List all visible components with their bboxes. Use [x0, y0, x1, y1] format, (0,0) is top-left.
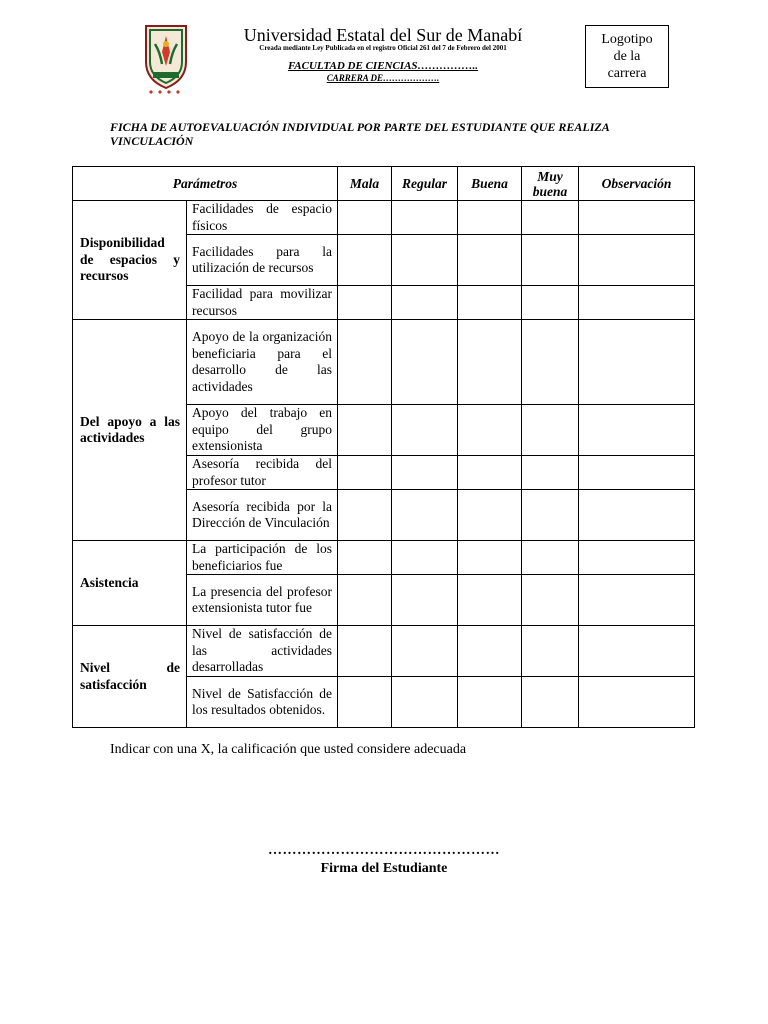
rating-regular-cell[interactable]: [392, 456, 458, 490]
table-row: [73, 201, 695, 235]
param-label: Nivel de satisfacción de las actividades desarrolladas: [187, 626, 338, 677]
group-label: Asistencia: [73, 541, 187, 626]
observation-cell[interactable]: [579, 235, 695, 286]
group-label: Disponibilidad de espacios y recursos: [73, 201, 187, 320]
table-row: [73, 320, 695, 405]
rating-regular-cell[interactable]: [392, 201, 458, 235]
rating-buena-cell[interactable]: [458, 405, 522, 456]
rating-regular-cell[interactable]: [392, 490, 458, 541]
param-label: Apoyo de la organización beneficiaria para el desarrollo de las actividades: [187, 320, 338, 405]
rating-buena-cell[interactable]: [458, 490, 522, 541]
rating-regular-cell[interactable]: [392, 575, 458, 626]
rating-muy-buena-cell[interactable]: [522, 235, 579, 286]
header-muy-buena: Muy buena: [522, 167, 579, 201]
rating-muy-buena-cell[interactable]: [522, 456, 579, 490]
observation-cell[interactable]: [579, 201, 695, 235]
rating-muy-buena-cell[interactable]: [522, 575, 579, 626]
rating-buena-cell[interactable]: [458, 456, 522, 490]
rating-muy-buena-cell[interactable]: [522, 286, 579, 320]
group-label: Nivel de satisfacción: [73, 626, 187, 728]
faculty-field: FACULTAD DE CIENCIAS……………..: [287, 60, 479, 72]
param-label: Facilidades para la utilización de recursos: [187, 235, 338, 286]
evaluation-table: [72, 166, 695, 728]
rating-muy-buena-cell[interactable]: [522, 541, 579, 575]
rating-muy-buena-cell[interactable]: [522, 320, 579, 405]
university-emblem-icon: [140, 22, 192, 96]
rating-mala-cell[interactable]: [338, 235, 392, 286]
group-label: Del apoyo a las actividades: [73, 320, 187, 541]
header-mala: Mala: [338, 167, 392, 201]
rating-mala-cell[interactable]: [338, 490, 392, 541]
rating-buena-cell[interactable]: [458, 575, 522, 626]
rating-muy-buena-cell[interactable]: [522, 626, 579, 677]
header-parametros: Parámetros: [73, 167, 338, 201]
rating-regular-cell[interactable]: [392, 405, 458, 456]
param-label: Facilidad para movilizar recursos: [187, 286, 338, 320]
table-header-row: [73, 167, 695, 201]
observation-cell[interactable]: [579, 405, 695, 456]
rating-regular-cell[interactable]: [392, 286, 458, 320]
param-label: Apoyo del trabajo en equipo del grupo extensionista: [187, 405, 338, 456]
table-row: [73, 541, 695, 575]
career-field: CARRERA DE……………….: [326, 73, 440, 83]
observation-cell[interactable]: [579, 541, 695, 575]
header-regular: Regular: [392, 167, 458, 201]
rating-mala-cell[interactable]: [338, 286, 392, 320]
career-logo-placeholder: [585, 25, 669, 88]
rating-muy-buena-cell[interactable]: [522, 405, 579, 456]
rating-mala-cell[interactable]: [338, 320, 392, 405]
instruction-note: Indicar con una X, la calificación que usted considere adecuada: [110, 742, 467, 757]
header-buena: Buena: [458, 167, 522, 201]
rating-muy-buena-cell[interactable]: [522, 677, 579, 728]
param-label: Asesoría recibida del profesor tutor: [187, 456, 338, 490]
rating-mala-cell[interactable]: [338, 626, 392, 677]
rating-mala-cell[interactable]: [338, 677, 392, 728]
rating-muy-buena-cell[interactable]: [522, 490, 579, 541]
rating-mala-cell[interactable]: [338, 405, 392, 456]
rating-regular-cell[interactable]: [392, 235, 458, 286]
observation-cell[interactable]: [579, 575, 695, 626]
rating-buena-cell[interactable]: [458, 286, 522, 320]
table-row: [73, 626, 695, 677]
observation-cell[interactable]: [579, 320, 695, 405]
signature-label: Firma del Estudiante: [320, 861, 448, 876]
header-observacion: Observación: [579, 167, 695, 201]
param-label: Nivel de Satisfacción de los resultados obtenidos.: [187, 677, 338, 728]
observation-cell[interactable]: [579, 490, 695, 541]
university-name: Universidad Estatal del Sur de Manabí: [243, 25, 523, 45]
rating-regular-cell[interactable]: [392, 677, 458, 728]
param-label: Facilidades de espacio físicos: [187, 201, 338, 235]
rating-regular-cell[interactable]: [392, 320, 458, 405]
param-label: La participación de los beneficiarios fue: [187, 541, 338, 575]
rating-mala-cell[interactable]: [338, 456, 392, 490]
form-title: FICHA DE AUTOEVALUACIÓN INDIVIDUAL POR PARTE DEL ESTUDIANTE QUE REALIZA VINCULACIÓN: [110, 120, 610, 148]
creation-law-note: Creada mediante Ley Publicada en el registro Oficial 261 del 7 de Febrero del 2001: [259, 44, 507, 52]
career-logo-label: Logotipo de la carrera: [601, 32, 653, 81]
rating-mala-cell[interactable]: [338, 201, 392, 235]
rating-buena-cell[interactable]: [458, 626, 522, 677]
param-label: La presencia del profesor extensionista tutor fue: [187, 575, 338, 626]
observation-cell[interactable]: [579, 626, 695, 677]
param-label: Asesoría recibida por la Dirección de Vinculación: [187, 490, 338, 541]
rating-buena-cell[interactable]: [458, 235, 522, 286]
rating-mala-cell[interactable]: [338, 575, 392, 626]
signature-line[interactable]: …………………………………………: [268, 843, 500, 858]
rating-buena-cell[interactable]: [458, 677, 522, 728]
rating-regular-cell[interactable]: [392, 626, 458, 677]
rating-muy-buena-cell[interactable]: [522, 201, 579, 235]
rating-buena-cell[interactable]: [458, 201, 522, 235]
observation-cell[interactable]: [579, 456, 695, 490]
rating-buena-cell[interactable]: [458, 320, 522, 405]
rating-mala-cell[interactable]: [338, 541, 392, 575]
rating-regular-cell[interactable]: [392, 541, 458, 575]
observation-cell[interactable]: [579, 286, 695, 320]
rating-buena-cell[interactable]: [458, 541, 522, 575]
observation-cell[interactable]: [579, 677, 695, 728]
